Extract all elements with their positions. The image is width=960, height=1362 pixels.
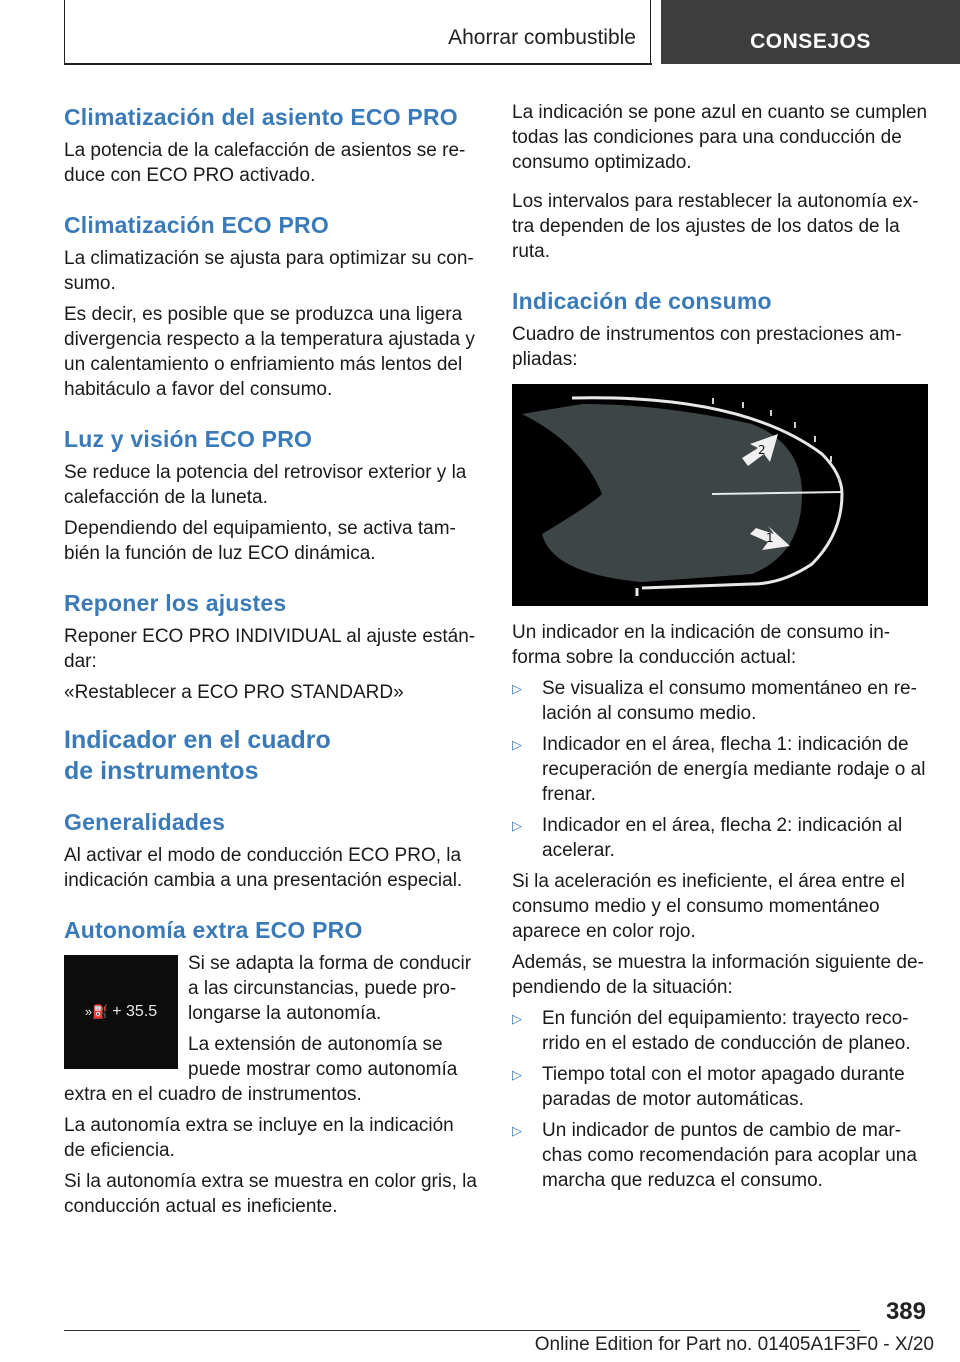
heading-autonomia: Autonomía extra ECO PRO bbox=[64, 917, 363, 943]
heading-asiento: Climatización del asiento ECO PRO bbox=[64, 104, 458, 130]
header-separator bbox=[650, 0, 651, 64]
text-luz-2: Dependiendo del equipamiento, se activa tam-bién la función de luz ECO dinámica. bbox=[64, 518, 456, 564]
text-autonomia-3: La autonomía extra se incluye en la indicación de eficiencia. bbox=[64, 1115, 454, 1161]
left-column bbox=[64, 100, 478, 1225]
text-autonomia-2b: extra en el cuadro de instrumentos. bbox=[64, 1084, 362, 1105]
heading-indicador bbox=[64, 725, 478, 787]
header-section-title: Ahorrar combustible bbox=[448, 26, 636, 49]
text-consumo: Cuadro de instrumentos con prestaciones am-pliadas: bbox=[512, 324, 902, 370]
text-generalidades: Al activar el modo de conducción ECO PRO, la indicación cambia a una presentación especial. bbox=[64, 845, 463, 891]
text-autonomia-1: Si se adapta la forma de conducir a las circunstancias, puede pro-longarse la autonomía. bbox=[188, 953, 472, 1024]
heading-indicador-line1: Indicador en el cuadro bbox=[64, 726, 331, 754]
triangle-bullet-icon: ▷ bbox=[512, 681, 522, 696]
heading-indicador-line2: de instrumentos bbox=[64, 757, 259, 785]
triangle-bullet-icon: ▷ bbox=[512, 1067, 522, 1082]
eco-range-icon: »⛽ bbox=[84, 1004, 109, 1019]
text-right-1: La indicación se pone azul en cuanto se cumplen todas las condiciones para una conducción de consumo optimizado. bbox=[512, 102, 928, 173]
autonomia-block bbox=[64, 951, 478, 1082]
header-chapter-tab[interactable]: CONSEJOS bbox=[661, 0, 960, 64]
text-reponer-2: «Restablecer a ECO PRO STANDARD» bbox=[64, 682, 404, 703]
svg-text:1: 1 bbox=[766, 531, 774, 545]
heading-clima: Climatización ECO PRO bbox=[64, 212, 329, 238]
list-info bbox=[512, 1006, 928, 1193]
list-item: ▷ Indicador en el área, flecha 2: indicación al acelerar. bbox=[512, 815, 903, 861]
triangle-bullet-icon: ▷ bbox=[512, 1123, 522, 1138]
header-rule-left bbox=[64, 0, 65, 64]
list-indicador bbox=[512, 676, 928, 863]
instrument-cluster-image bbox=[512, 384, 928, 606]
text-autonomia-2a: La extensión de autonomía se puede mostrar como autonomía bbox=[188, 1034, 458, 1080]
text-right-3: Un indicador en la indicación de consumo in-forma sobre la conducción actual: bbox=[512, 622, 891, 668]
text-luz-1: Se reduce la potencia del retrovisor exterior y la calefacción de la luneta. bbox=[64, 462, 467, 508]
triangle-bullet-icon: ▷ bbox=[512, 818, 522, 833]
triangle-bullet-icon: ▷ bbox=[512, 1011, 522, 1026]
list-item: ▷ Tiempo total con el motor apagado durante paradas de motor automáticas. bbox=[512, 1064, 905, 1110]
svg-text:2: 2 bbox=[758, 443, 766, 457]
right-column bbox=[512, 100, 928, 1199]
text-asiento: La potencia de la calefacción de asientos se re-duce con ECO PRO activado. bbox=[64, 140, 466, 186]
list-item: ▷ Un indicador de puntos de cambio de mar-chas como recomendación para acoplar una marcha que reduzca el consumo. bbox=[512, 1120, 917, 1191]
list-item: ▷ Se visualiza el consumo momentáneo en re-lación al consumo medio. bbox=[512, 678, 917, 724]
heading-generalidades: Generalidades bbox=[64, 809, 226, 835]
text-right-2: Los intervalos para restablecer la autonomía ex-tra dependen de los ajustes de los datos de la ruta. bbox=[512, 191, 919, 262]
footer-edition: Online Edition for Part no. 01405A1F3F0 - X/20 bbox=[534, 1334, 934, 1355]
text-clima-2: Es decir, es posible que se produzca una ligera divergencia respecto a la temperatura ajustada y un calentamiento o enfriamiento más lentos del habitáculo a favor del consumo. bbox=[64, 304, 475, 400]
triangle-bullet-icon: ▷ bbox=[512, 737, 522, 752]
footer-rule bbox=[64, 1330, 860, 1331]
autonomia-value: + 35.5 bbox=[112, 1003, 158, 1020]
heading-consumo: Indicación de consumo bbox=[512, 288, 772, 314]
text-reponer-1: Reponer ECO PRO INDIVIDUAL al ajuste están-dar: bbox=[64, 626, 476, 672]
list-item: ▷ En función del equipamiento: trayecto reco-rrido en el estado de conducción de planeo. bbox=[512, 1008, 911, 1054]
text-right-5: Además, se muestra la información siguiente de-pendiendo de la situación: bbox=[512, 952, 924, 998]
page-number: 389 bbox=[885, 1298, 926, 1325]
heading-reponer: Reponer los ajustes bbox=[64, 590, 287, 616]
text-autonomia-4: Si la autonomía extra se muestra en color gris, la conducción actual es ineficiente. bbox=[64, 1171, 477, 1217]
text-clima-1: La climatización se ajusta para optimizar su con-sumo. bbox=[64, 248, 474, 294]
autonomia-image bbox=[64, 955, 178, 1069]
heading-luz: Luz y visión ECO PRO bbox=[64, 426, 313, 452]
list-item: ▷ Indicador en el área, flecha 1: indicación de recuperación de energía mediante rodaje o al frenar. bbox=[512, 734, 926, 805]
text-right-4: Si la aceleración es ineficiente, el área entre el consumo medio y el consumo momentáneo aparece en color rojo. bbox=[512, 871, 905, 942]
consumption-gauge-icon bbox=[512, 384, 928, 606]
header-underline bbox=[64, 63, 652, 65]
